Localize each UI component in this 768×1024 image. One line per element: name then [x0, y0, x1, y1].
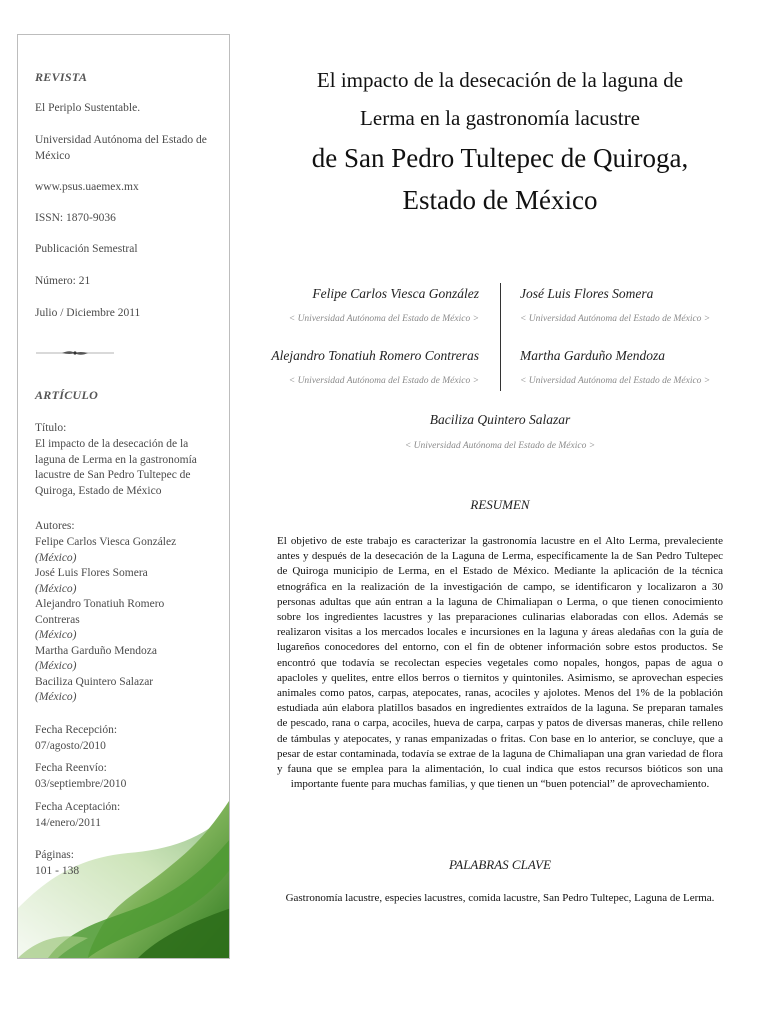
fecha-aceptacion-value: 14/enero/2011: [35, 817, 102, 829]
abstract-heading: RESUMEN: [470, 497, 530, 512]
sidebar-authors-list: [35, 535, 225, 706]
sidebar-author-name: José Luis Flores Somera: [35, 567, 148, 579]
fecha-reenvio-value: 03/septiembre/2010: [35, 778, 127, 790]
author-name: Baciliza Quintero Salazar: [429, 412, 571, 427]
issn: ISSN: 1870-9036: [35, 212, 116, 224]
author-affiliation: < Universidad Autónoma del Estado de México >: [404, 441, 596, 451]
issue-period: Julio / Diciembre 2011: [35, 307, 141, 319]
issue-number: Número: 21: [35, 275, 91, 287]
fecha-aceptacion-label: Fecha Aceptación:: [35, 801, 121, 813]
keywords-heading: PALABRAS CLAVE: [448, 857, 552, 872]
fecha-reenvio-label: Fecha Reenvío:: [35, 762, 107, 774]
journal-name: El Periplo Sustentable.: [35, 102, 141, 114]
author-name: José Luis Flores Somera: [520, 286, 654, 301]
author-affiliation: < Universidad Autónoma del Estado de México >: [520, 376, 711, 386]
sidebar-author-country: (México): [35, 660, 77, 672]
paginas-label: Páginas:: [35, 849, 74, 861]
article-title-line-3: de San Pedro Tultepec de Quiroga,: [311, 143, 689, 173]
fecha-recepcion-label: Fecha Recepción:: [35, 724, 118, 736]
author-name: Martha Garduño Mendoza: [520, 348, 665, 363]
author-name: Alejandro Tonatiuh Romero Contreras: [271, 348, 479, 363]
fecha-recepcion-value: 07/agosto/2010: [35, 740, 106, 752]
author-column-divider: [500, 283, 501, 391]
autores-label: Autores:: [35, 520, 75, 532]
sidebar-author-name: Felipe Carlos Viesca González: [35, 536, 177, 548]
journal-sidebar: [17, 34, 230, 959]
ornament-divider-icon: [36, 349, 114, 357]
article-title-line-2: Lerma en la gastronomía lacustre: [360, 106, 640, 130]
author-name: Felipe Carlos Viesca González: [312, 286, 479, 301]
titulo-value: El impacto de la desecación de la laguna de Lerma en la gastronomía lacustre de San Pedro Tultepec de Quiroga, Estado de México: [35, 438, 197, 497]
sidebar-author-country: (México): [35, 582, 77, 595]
article-title-line-4: Estado de México: [402, 185, 598, 215]
titulo-label: Título:: [35, 422, 67, 434]
abstract-body: El objetivo de este trabajo es caracterizar la gastronomía lacustre en el Alto Lerma, prevaleciente antes y después de la desecación de la Laguna de Lerma, específicamente la de San Pedro Tultepec de Quiroga municipio de Lerma, en el Estado de México. Mediante la aplicación de la técnica etnográfica en la realización de la investigación de campo, se identificaron y localizaron a 30 personas adultas que aún entran a la laguna de Chimaliapan o Lerma, o que tienen conocimiento sobre los ingredientes lacustres y las preparaciones culinarias elaboradas con ellos. Además se realizaron visitas a los mercados locales e incursiones en la laguna y áreas aledañas con la guía de lugareños conocedores del entorno, con el fin de obtener información sobre estos productos. Se encontró que todavía se recolectan especies vegetales como nopales, hongos, papas de agua o apacloles y quelites, entre ellos berros o tiernitos y quintoniles. Asimismo, se aprovechan especies animales como patos, carpas, atepocates, ranas, acociles y ajolotes. Menos del 1% de la población estudiada aún elabora platillos basados en ingredientes extraídos de la laguna. Se preparan tamales de pescado, rana o carpa, acociles, hueva de carpa, carpas y patos de diversas maneras, chile relleno de támbulas y atepocates, y ranas empanizadas o fritas. Con base en lo anterior, se concluye, que a pesar de estar contaminada, todavía se extrae de la laguna de Chimaliapan una gran variedad de flora y fauna que se emplea para la alimentación, lo cual indica que estos recursos bióticos son una importante fuente para muchas familias, y que tienen un “buen potencial” de aprovechamiento.: [277, 535, 723, 791]
article-title-line-1: El impacto de la desecación de la laguna de: [316, 68, 684, 92]
institution: Universidad Autónoma del Estado de México: [35, 134, 207, 162]
sidebar-author-name: Baciliza Quintero Salazar: [35, 675, 154, 688]
revista-heading: REVISTA: [35, 70, 88, 84]
sidebar-author-name: Martha Garduño Mendoza: [35, 644, 157, 657]
sidebar-author-country: (México): [35, 691, 77, 703]
author-affiliation: < Universidad Autónoma del Estado de México >: [288, 376, 479, 386]
frequency: Publicación Semestral: [35, 243, 138, 255]
keywords-body: Gastronomía lacustre, especies lacustres, comida lacustre, San Pedro Tultepec, Laguna de Lerma.: [285, 892, 715, 904]
website-link[interactable]: www.psus.uaemex.mx: [35, 181, 139, 193]
sidebar-author-name: Alejandro Tonatiuh Romero Contreras: [35, 598, 165, 626]
author-affiliation: < Universidad Autónoma del Estado de México >: [288, 314, 479, 324]
sidebar-author-country: (México): [35, 629, 77, 641]
articulo-heading: ARTÍCULO: [35, 388, 99, 402]
sidebar-author-country: (México): [35, 551, 77, 564]
paginas-value: 101 - 138: [35, 865, 80, 877]
author-affiliation: < Universidad Autónoma del Estado de México >: [520, 314, 711, 324]
